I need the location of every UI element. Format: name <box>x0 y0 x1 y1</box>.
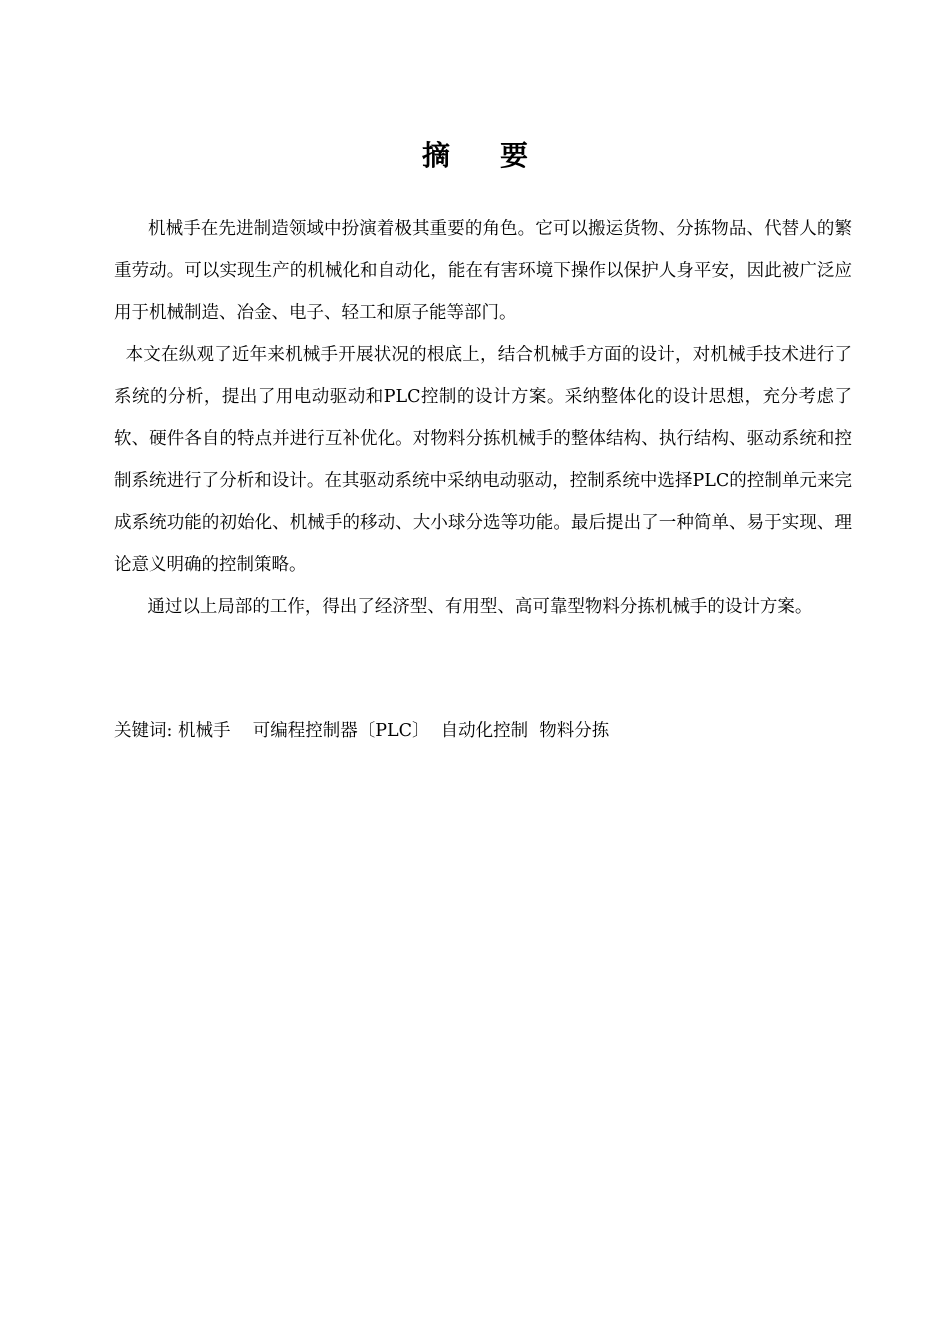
keywords-separator: : <box>166 721 178 741</box>
abstract-title <box>0 136 950 176</box>
paragraph-text: 本文在纵观了近年来机械手开展状况的根底上，结合机械手方面的设计，对机械手技术进行了系统的分析，提出了用电动驱动和PLC控制的设计方案。采纳整体化的设计思想，充分考虑了软、硬件各自的特点并进行互补优化。对物料分拣机械手的整体结构、执行结构、驱动系统和控制系统进行了分析和设计。在其驱动系统中采纳电动驱动，控制系统中选择PLC的控制单元来完成系统功能的初始化、机械手的移动、大小球分选等功能。最后提出了一种简单、易于实现、理论意义明确的控制策略。 <box>114 345 852 575</box>
keywords-line <box>114 710 852 752</box>
abstract-body <box>114 208 852 628</box>
abstract-paragraph-1 <box>114 208 852 334</box>
abstract-paragraph-2 <box>114 334 852 586</box>
keywords-label: 关键词 <box>114 721 167 741</box>
paragraph-indent <box>114 597 147 617</box>
paragraph-indent <box>114 345 126 365</box>
title-char-1: 摘 <box>421 139 450 172</box>
paragraph-text: 机械手在先进制造领域中扮演着极其重要的角色。它可以搬运货物、分拣物品、代替人的繁重劳动。可以实现生产的机械化和自动化，能在有害环境下操作以保护人身平安，因此被广泛应用于机械制造、冶金、电子、轻工和原子能等部门。 <box>114 219 852 323</box>
title-char-2: 要 <box>500 139 529 172</box>
keywords-list: 机械手 可编程控制器〔PLC〕 自动化控制 物料分拣 <box>177 721 610 741</box>
paragraph-indent <box>114 219 148 239</box>
abstract-paragraph-3 <box>114 586 852 628</box>
paragraph-text: 通过以上局部的工作，得出了经济型、有用型、高可靠型物料分拣机械手的设计方案。 <box>147 597 813 617</box>
